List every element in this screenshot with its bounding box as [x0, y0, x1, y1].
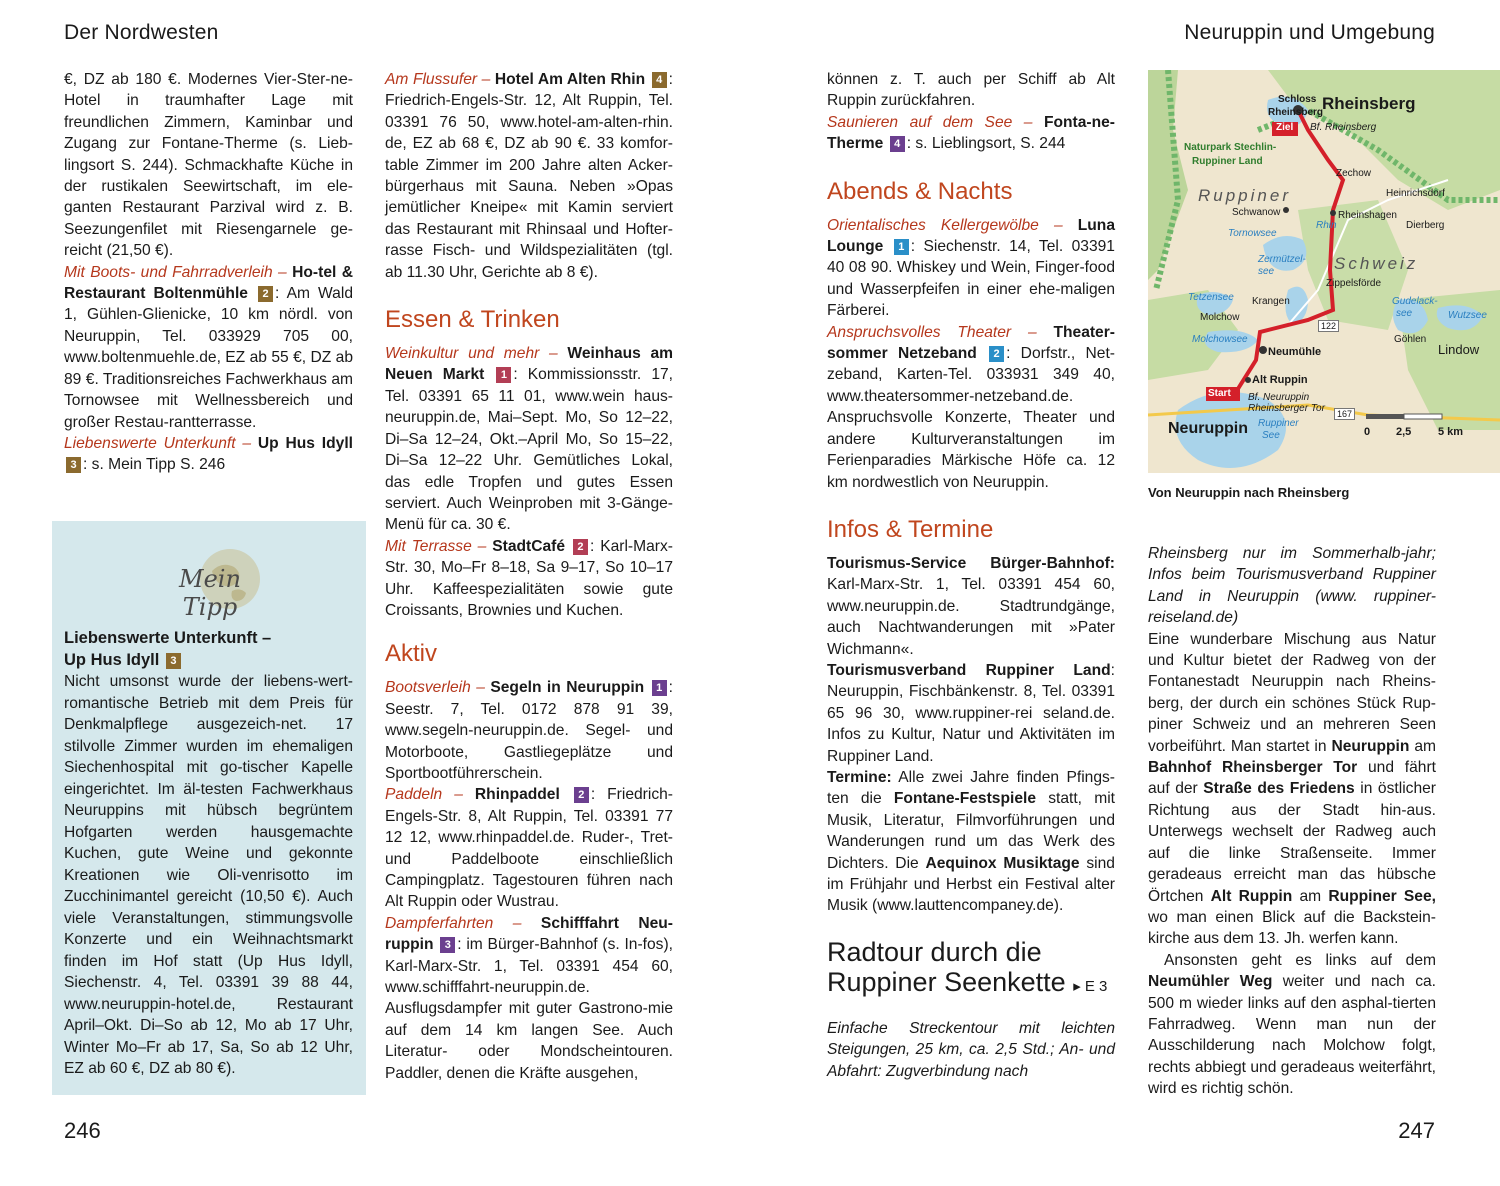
map-scale-2-5: 2,5: [1396, 426, 1412, 438]
map-label-gudelacksee-2: see: [1396, 308, 1413, 319]
tour-title: [827, 937, 1115, 1002]
entry-label: Bootsverleih –: [385, 679, 485, 697]
entry-label: Mit Terrasse –: [385, 537, 487, 555]
map-badge: 1: [894, 239, 909, 255]
map-label-tornowsee: Tornowsee: [1228, 228, 1277, 239]
tour-title-text: Ruppiner Seenkette: [827, 966, 1066, 997]
tour-place: Ruppiner See,: [1328, 887, 1436, 905]
entry-label: Paddeln –: [385, 786, 463, 804]
tour-intro: Einfache Streckentour mit leichten Steigungen, 25 km, ca. 2,5 Std.; An- und Abfahrt: Zugverbindung nach: [827, 1019, 1115, 1080]
map-badge: 3: [166, 653, 181, 669]
map-label-zermuetzelsee: Zermützel-: [1258, 254, 1306, 265]
section-heading-abends: Abends & Nachts: [827, 177, 1013, 205]
map-label-wutzsee: Wutzsee: [1448, 310, 1487, 321]
map-label-schloss: Schloss: [1278, 94, 1317, 105]
tour-title-line2: [827, 967, 1115, 1002]
map-label-dierberg: Dierberg: [1406, 220, 1445, 231]
info-text: Alle zwei Jahre finden Pfings-ten die: [827, 768, 1115, 808]
map-label-lindow: Lindow: [1438, 342, 1480, 357]
map-label-zippelsfoerde: Zippelsförde: [1326, 278, 1382, 289]
tour-place: Alt Ruppin: [1210, 887, 1293, 905]
right-page-number: 247: [1398, 1118, 1435, 1143]
column-3: [827, 69, 1115, 1082]
entry-schifffahrt: [385, 913, 673, 1084]
tour-place: Bahnhof Rheinsberger Tor: [1148, 759, 1358, 777]
map-label-ziel: Ziel: [1276, 122, 1294, 133]
tour-place: Neumühler Weg: [1148, 973, 1273, 991]
entry-label: Liebenswerte Unterkunft –: [64, 434, 252, 452]
map-label-rhin: Rhin: [1316, 220, 1337, 231]
map-label-naturpark-line2: Ruppiner Land: [1192, 156, 1263, 167]
map-label-schweiz: Schweiz: [1334, 254, 1419, 273]
entry-label: Dampferfahrten –: [385, 914, 522, 932]
tour-paragraph-1: [1148, 629, 1436, 950]
column-2: [385, 69, 673, 1084]
entry-text: : Karl-Marx-Str. 30, Mo–Fr 8–18, Sa 9–17, So 10–17 Uhr. Kaffeespezialitäten sowie gute Croissants, Brownies und Kuchen.: [385, 537, 673, 619]
entry-segeln: [385, 677, 673, 784]
tour-text: am: [1299, 887, 1322, 905]
map-badge: 2: [258, 286, 273, 302]
info-termine: [827, 767, 1115, 917]
tour-text: wo man einen Blick auf die Backstein-kirche aus dem 13. Jh. werfen kann.: [1148, 908, 1436, 948]
entry-name: Ho-tel & Restaurant Boltenmühle: [64, 263, 353, 303]
map-badge: 4: [652, 72, 667, 88]
map-label-neumuehle: Neumühle: [1268, 346, 1322, 358]
entry-label: Weinkultur und mehr –: [385, 345, 558, 363]
entry-name: Rhinpaddel: [474, 786, 560, 804]
map-label-rheinsberg: Rheinsberg: [1322, 94, 1416, 113]
info-highlight: Aequinox Musiktage: [925, 854, 1080, 872]
map-label-neuruppin: Neuruppin: [1168, 420, 1248, 437]
map-label-schwanow: Schwanow: [1232, 207, 1281, 218]
map-caption: Von Neuruppin nach Rheinsberg: [1148, 485, 1350, 500]
info-text: Karl-Marx-Str. 1, Tel. 03391 454 60, www.neuruppin.de. Stadtrundgänge, auch Nachtwanderungen mit »Pater Wichmann«.: [827, 576, 1115, 658]
entry-hotel-am-alten-rhin: [385, 69, 673, 283]
entry-stadtcafe: [385, 536, 673, 622]
right-running-header: Neuruppin und Umgebung: [1184, 21, 1435, 44]
section-heading-aktiv: Aktiv: [385, 640, 438, 668]
info-name: Termine:: [827, 768, 892, 786]
mein-tipp-content: [64, 627, 353, 1080]
map-scale-0: 0: [1364, 426, 1371, 438]
entry-label: Orientalisches Kellergewölbe –: [827, 216, 1063, 234]
map-label-naturpark-line1: Naturpark Stechlin-: [1184, 142, 1277, 153]
tour-title-line1: Radtour durch die: [827, 936, 1042, 967]
map-label-alt-ruppin: Alt Ruppin: [1252, 374, 1308, 386]
section-heading-essen-trinken: Essen & Trinken: [385, 306, 560, 334]
entry-rhinpaddel: [385, 784, 673, 912]
tour-text: in östlicher Richtung aus der Stadt hin-aus. Unterwegs wechselt der Radweg auch auf die linke Straßenseite. Immer geradeaus erreicht man das hübsche Örtchen: [1148, 780, 1436, 905]
map-label-heinrichsdorf: Heinrichsdorf: [1386, 188, 1445, 199]
map-label-rheinshagen: Rheinshagen: [1338, 210, 1397, 221]
info-highlight: Fontane-Festspiele: [893, 790, 1036, 808]
entry-text: : im Bürger-Bahnhof (s. In-fos), Karl-Marx-Str. 1, Tel. 03391 454 60, www.schifffahrt-neuruppin.de. Ausflugsdampfer mit guter Gastrono-mie auf dem 14 km langen See. Auch Literatur- oder Mondscheintouren. Paddler, denen die Kräfte ausgehen,: [385, 936, 673, 1082]
tour-text: am: [1414, 737, 1436, 755]
entry-text: : Friedrich-Engels-Str. 8, Alt Ruppin, Tel. 03391 77 12 12, www.rhinpaddel.de. Ruder-, Tret- und Paddelboote einschließlich Campingplatz. Tagestouren führen nach Alt Ruppin oder Wustrau.: [385, 786, 673, 911]
map-badge: 2: [989, 346, 1004, 362]
map-badge: 2: [573, 539, 588, 555]
map-label-zermuetzelsee-2: see: [1258, 266, 1275, 277]
entry-name: Fonta-ne-Therme: [827, 113, 1115, 153]
entry-label: Saunieren auf dem See –: [827, 113, 1033, 131]
entry-label: Anspruchsvolles Theater –: [827, 323, 1037, 341]
info-name: Tourismus-Service Bürger-Bahnhof:: [827, 554, 1115, 572]
map-label-ruppiner: Ruppiner: [1198, 186, 1291, 205]
tip-body: Nicht umsonst wurde der liebens-wert-romantische Betrieb mit dem Preis für Denkmalpflege ausgezeich-net. 17 stilvolle Zimmer wurden im ehemaligen Siechenhospital mit go-tischer Kapelle eingerichtet. Im äl-testen Fachwerkhaus Neuruppins mit hübsch begrüntem Hofgarten werden hausgemachte Kuchen, gute Weine und gekonnte Kreationen wie Oli-venrisotto im Zucchinimantel gereicht (10,50 €). Auch viele Veranstaltungen, stimmungsvolle Konzerte und ein Weihnachtsmarkt finden im Hof statt (Up Hus Idyll, Siechenstr. 4, Tel. 03391 39 88 44, www.neuruppin-hotel.de, Restaurant April–Okt. Di–So ab 12, Mo ab 17 Uhr, Winter Mo–Fr ab 17, Sa, So ab 12 Uhr, EZ ab 60 €, DZ ab 80 €).: [64, 673, 353, 1077]
map-label-bf-rheinsberg: Bf. Rheinsberg: [1310, 122, 1377, 133]
info-name: Tourismusverband Ruppiner Land: [827, 661, 1111, 679]
map-label-schloss-rheinsberg: Rheinsberg: [1268, 107, 1324, 118]
info-tourismus-service: [827, 553, 1115, 660]
entry-text: : s. Mein Tipp S. 246: [83, 456, 226, 474]
tour-text: weiter und nach ca. 500 m wieder links auf den asphal-tierten Fahrradweg. Wenn man nun der Ausschilderung nach Molchow folgt, rechts abbiegt und geradeaus weiterfährt, wird es richtig schön.: [1148, 973, 1436, 1098]
map-badge: 1: [652, 680, 667, 696]
map-label-start: Start: [1208, 388, 1231, 399]
mein-tipp-logo: [150, 543, 270, 621]
tour-text: Ansonsten geht es links auf dem: [1164, 951, 1436, 969]
map-label-ruppiner-see-2: See: [1262, 430, 1280, 441]
entry-text: : Seestr. 7, Tel. 0172 878 91 39, www.segeln-neuruppin.de. Segel- und Motorboote, Gastliegeplätze und Sportbootführerschein.: [385, 679, 673, 782]
column-4: [1148, 543, 1436, 1100]
entry-label: Mit Boots- und Fahrradverleih –: [64, 263, 287, 281]
tip-title-name: Up Hus Idyll: [64, 651, 160, 669]
column-1: [64, 69, 353, 476]
map-label-gudelacksee: Gudelack-: [1392, 296, 1438, 307]
entry-name: Segeln in Neuruppin: [490, 679, 645, 697]
entry-up-hus-idyll: [64, 433, 353, 476]
info-text: sind im Frühjahr und Herbst ein Festival alter Musik (www.lauttencompaney.de).: [827, 854, 1115, 915]
left-running-header: Der Nordwesten: [64, 21, 219, 44]
entry-boltenmuehle: [64, 262, 353, 433]
map-label-rheinsberger-tor: Rheinsberger Tor: [1248, 403, 1325, 414]
map-badge: 3: [440, 937, 455, 953]
tip-title-line1: Liebenswerte Unterkunft –: [64, 629, 272, 647]
map-label-molchowsee: Molchowsee: [1192, 334, 1248, 345]
tour-place: Straße des Friedens: [1203, 780, 1355, 798]
info-tourismusverband: [827, 660, 1115, 767]
entry-text: : Friedrich-Engels-Str. 12, Alt Ruppin, Tel. 03391 76 50, www.hotel-am-alten-rhin. de, EZ ab 68 €, DZ ab 90 €. 33 komfor-table Zimmer im 200 Jahre alten Acker-bürgerhaus mit Sauna. Neben »Opas jemütlicher Kneipe« mit Kamin serviert das Restaurant mit Rhinsaal und Hofter-rasse Fisch- und Wildspezialitäten (tgl. ab 11.30 Uhr, Gerichte ab 8 €).: [385, 71, 673, 281]
entry-name: Luna Lounge: [827, 216, 1115, 256]
map-scale-5km: 5 km: [1438, 426, 1464, 438]
route-map: [1148, 70, 1500, 473]
map-badge: 1: [496, 367, 511, 383]
entry-text: : Siechenstr. 14, Tel. 03391 40 08 90. Whiskey und Wein, Finger-food und Wasserpfeifen in einer ehe-maligen Färberei.: [827, 238, 1115, 320]
map-label-goehlen: Göhlen: [1394, 334, 1427, 345]
map-label-tetzensee: Tetzensee: [1188, 292, 1234, 303]
entry-name: StadtCafé: [492, 537, 566, 555]
map-label-road-167: 167: [1334, 408, 1355, 420]
continued-paragraph: können z. T. auch per Schiff ab Alt Ruppin zurückfahren.: [827, 71, 1115, 110]
map-label-ruppiner-see: Ruppiner: [1258, 418, 1299, 429]
map-label-road-122: 122: [1318, 320, 1339, 332]
map-label-bf-neuruppin: Bf. Neuruppin: [1248, 392, 1310, 403]
mein-tipp-box: [52, 521, 366, 1095]
entry-weinhaus: [385, 343, 673, 536]
entry-name: Theater-sommer Netzeband: [827, 323, 1115, 363]
entry-label: Am Flussufer –: [385, 71, 491, 88]
entry-text: : Kommissionsstr. 17, Tel. 03391 65 11 01, www.wein haus-neuruppin.de, Mai–Sept. Mo, So 12–22, Di–Sa 12–24, Okt.–April Mo, So 15–22, Di–Sa 12–22 Uhr. Gemütliches Lokal, das edle Tropfen und gutes Essen serviert. Auch Weinproben mit 3-Gänge-Menü für ca. 30 €.: [385, 366, 673, 534]
left-page-number: 246: [64, 1118, 101, 1143]
entry-name: Up Hus Idyll: [257, 434, 354, 452]
tour-text: und fährt auf der: [1148, 759, 1436, 798]
map-badge: 4: [890, 136, 905, 152]
tip-title-line2: [64, 649, 353, 671]
entry-name: Hotel Am Alten Rhin: [494, 71, 646, 88]
entry-name: Schifffahrt Neu-ruppin: [385, 914, 673, 954]
entry-name: Weinhaus am Neuen Markt: [385, 345, 674, 384]
entry-theatersommer: [827, 322, 1115, 493]
tour-intro-continued: Rheinsberg nur im Sommerhalb-jahr; Infos beim Tourismusverband Ruppiner Land in Neuruppin (www. ruppiner-reiseland.de): [1148, 545, 1436, 627]
mein-tipp-logo-text: Mein Tipp: [179, 565, 241, 621]
section-heading-infos: Infos & Termine: [827, 515, 994, 543]
info-text: : Neuruppin, Fischbänkenstr. 8, Tel. 03391 65 96 30, www.ruppiner-rei seland.de. Infos zu Kultur, Natur und Aktivitäten im Ruppiner Land.: [827, 661, 1115, 765]
tour-map-reference: ▸ E 3: [1073, 977, 1108, 995]
map-badge: 2: [574, 787, 589, 803]
entry-text: : s. Lieblingsort, S. 244: [906, 135, 1066, 153]
info-text: statt, mit Musik, Literatur, Filmvorführungen und Wanderungen rund um das Werk des Dichters. Die: [827, 790, 1115, 872]
tour-paragraph-2: [1148, 950, 1436, 1100]
tour-place: Neuruppin: [1331, 737, 1410, 755]
map-label-molchow: Molchow: [1200, 312, 1240, 323]
entry-fontane-therme: [827, 112, 1115, 155]
map-label-krangen: Krangen: [1252, 296, 1290, 307]
hotel-paragraph: €, DZ ab 180 €. Modernes Vier-Ster-ne-Hotel in traumhafter Lage mit freundlichen Zimmern, Kaminbar und Zugang zur Fontane-Therme (s. Lieb-lingsort S. 244). Schmackhafte Küche in der rustikalen Seewirtschaft, im ele-ganten Restaurant Parzival wird z. B. Seezungenfilet mit Riesengarnele ge-reicht (21,50 €).: [64, 71, 353, 260]
entry-luna-lounge: [827, 215, 1115, 322]
tour-text: Eine wunderbare Mischung aus Natur und Kultur bietet der Radweg von der Fontanestadt Neuruppin nach Rheins-berg, der durch ein schönes Stück Rup-piner Schweiz und an mehreren Seen vorbeiführt. Man startet in: [1148, 630, 1436, 755]
map-badge: 3: [66, 457, 81, 473]
entry-text: : Am Wald 1, Gühlen-Glienicke, 10 km nördl. von Neuruppin, Tel. 033929 705 00, www.boltenmuehle.de, EZ ab 55 €, DZ ab 89 €. Traditionsreiches Fachwerkhaus am Tornowsee mit Wellnessbereich und großer Restau-rantterrasse.: [64, 285, 353, 431]
map-label-zechow: Zechow: [1336, 168, 1372, 179]
entry-text: : Dorfstr., Net-zeband, Karten-Tel. 033931 349 40, www.theatersommer-netzeband.de. Anspruchsvolle Konzerte, Theater und andere Kulturveranstaltungen im Ferienparadies Märkische Höfe ca. 12 km nordwestlich von Neuruppin.: [827, 345, 1115, 491]
